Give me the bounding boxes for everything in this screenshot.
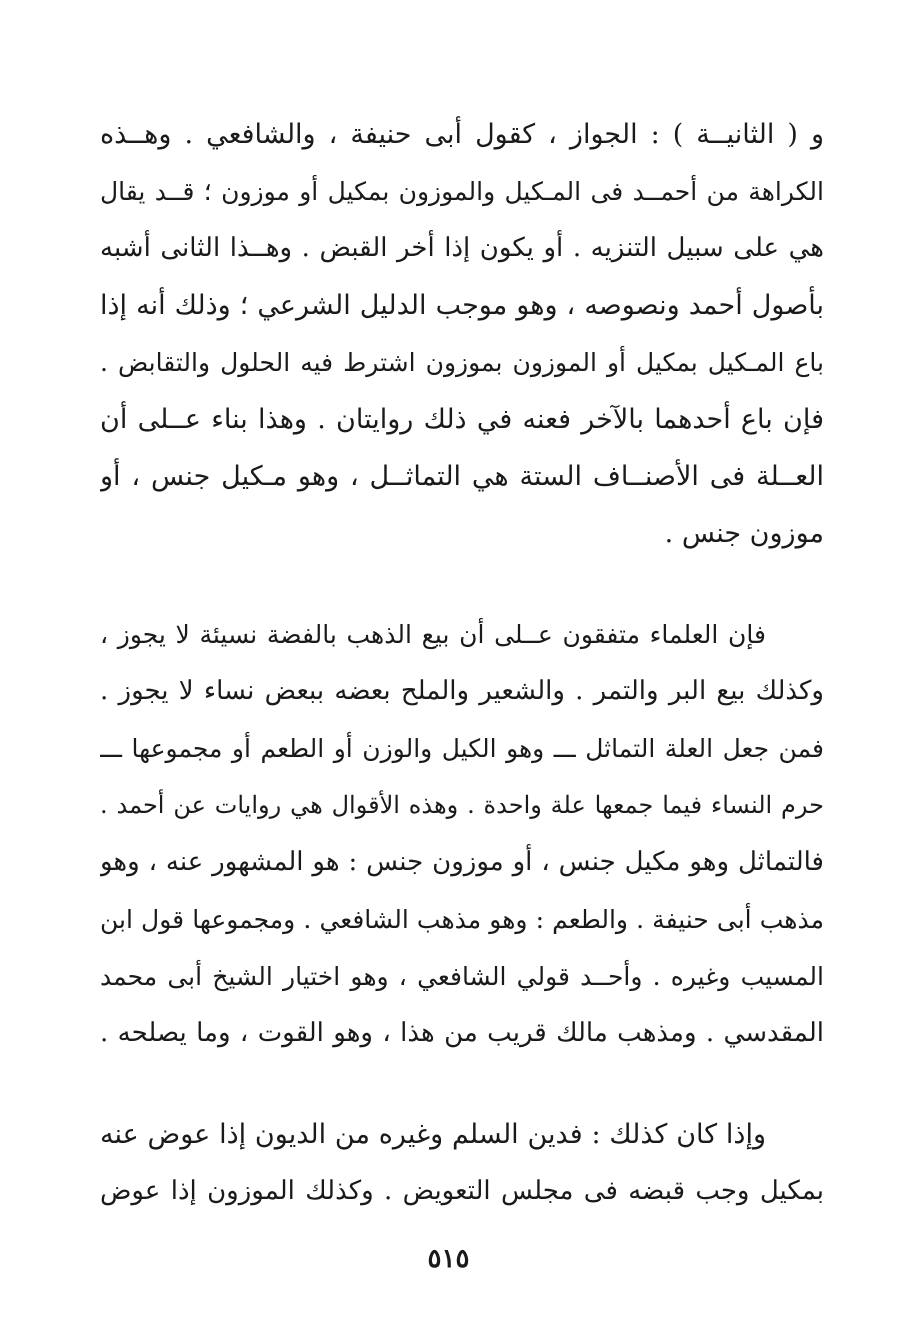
text-line: المسيب وغيره . وأحــد قولي الشافعي ، وهو اختيار الشيخ أبى محمد	[100, 962, 824, 991]
text-line: هي على سبيل التنزيه . أو يكون إذا أخر القبض . وهــذا الثانى أشبه	[100, 233, 824, 263]
text-line: المقدسي . ومذهب مالك قريب من هذا ، وهو القوت ، وما يصلحه .	[100, 1018, 824, 1048]
paragraph-1	[100, 106, 824, 562]
text-line: بأصول أحمد ونصوصه ، وهو موجب الدليل الشرعي ؛ وذلك أنه إذا	[100, 290, 824, 321]
text-line: فإن العلماء متفقون عــلى أن بيع الذهب بالفضة نسيئة لا يجوز ،	[100, 620, 766, 649]
page-number: ٥١٥	[427, 1244, 470, 1274]
text-line: وإذا كان كذلك : فدين السلم وغيره من الديون إذا عوض عنه	[100, 1119, 766, 1150]
text-line: حرم النساء فيما جمعها علة واحدة . وهذه الأقوال هي روايات عن أحمد .	[100, 791, 824, 819]
text-line: مذهب أبى حنيفة . والطعم : وهو مذهب الشافعي . ومجموعها قول ابن	[100, 905, 824, 934]
text-line: باع المـكيل بمكيل أو الموزون بموزون اشترط فيه الحلول والتقابض .	[100, 348, 824, 377]
text-line: العــلة فى الأصنــاف الستة هي التماثــل ، وهو مـكيل جنس ، أو	[100, 461, 824, 492]
text-line: و ( الثانيــة ) : الجواز ، كقول أبى حنيفة ، والشافعي . وهــذه	[100, 119, 824, 150]
paragraph-2	[100, 606, 824, 1062]
text-line: بمكيل وجب قبضه فى مجلس التعويض . وكذلك الموزون إذا عوض	[100, 1176, 824, 1206]
text-line: فمن جعل العلة التماثل ـــ وهو الكيل والوزن أو الطعم أو مجموعها ـــ	[100, 734, 824, 763]
text-line: وكذلك بيع البر والتمر . والشعير والملح بعضه ببعض نساء لا يجوز .	[100, 676, 824, 706]
paragraph-3	[100, 1106, 824, 1220]
text-line: فالتماثل وهو مكيل جنس ، أو موزون جنس : هو المشهور عنه ، وهو	[100, 847, 824, 877]
text-line: موزون جنس .	[664, 518, 824, 549]
text-line: فإن باع أحدهما بالآخر فعنه في ذلك روايتان . وهذا بناء عــلى أن	[100, 404, 824, 435]
text-line: الكراهة من أحمــد فى المـكيل والموزون بمكيل أو موزون ؛ قــد يقال	[100, 177, 824, 206]
